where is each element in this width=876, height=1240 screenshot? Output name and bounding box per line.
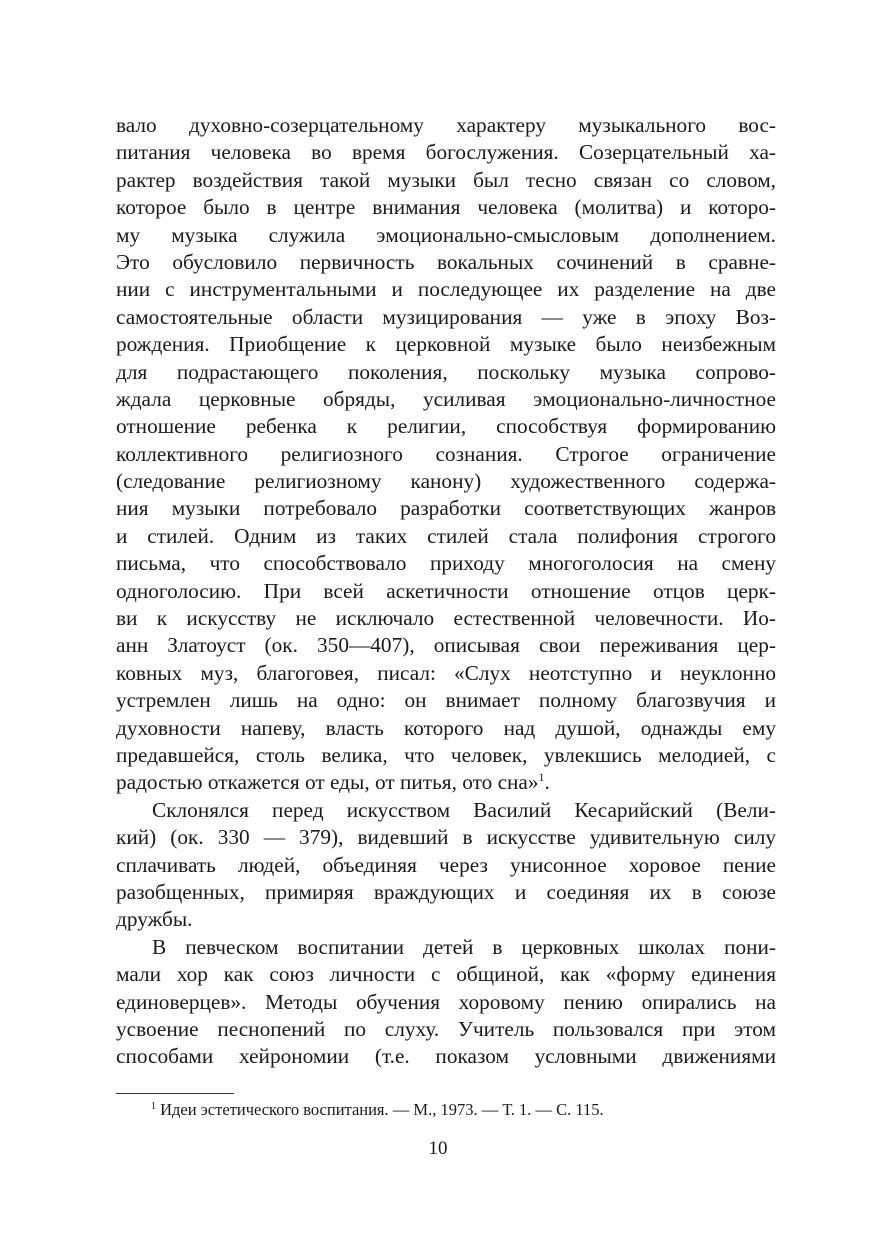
text-line: духовности напеву, власть которого над душой, однажды ему [116, 715, 776, 740]
text-line: ви к искусству не исключало естественной человечности. Ио- [116, 606, 776, 631]
footnote-marker: 1 [151, 1101, 156, 1112]
text-line: отношение ребенка к религии, способствуя формированию [116, 414, 776, 439]
text-line: способами хейрономии (т.е. показом условными движениями [116, 1044, 776, 1069]
text-line: питания человека во время богослужения. Созерцательный ха- [116, 140, 776, 165]
line-text: радостью откажется от еды, от питья, ото сна» [116, 770, 539, 795]
text-line: усвоение песнопений по слуху. Учитель пользовался при этом [116, 1016, 776, 1041]
text-line: сплачивать людей, объединяя через унисонное хоровое пение [116, 852, 776, 877]
text-line: дружбы. [116, 907, 193, 932]
text-line: му музыка служила эмоционально-смысловым дополнением. [116, 222, 776, 247]
text-line: Это обусловило первичность вокальных сочинений в сравне- [116, 249, 776, 274]
footnote [151, 1098, 604, 1122]
text-line: устремлен лишь на одно: он внимает полному благозвучия и [116, 688, 776, 713]
text-line: рождения. Приобщение к церковной музыке было неизбежным [116, 332, 776, 357]
text-line: для подрастающего поколения, поскольку музыка сопрово- [116, 359, 776, 384]
text-line: вало духовно-созерцательному характеру музыкального вос- [116, 113, 776, 137]
text-line: ковных муз, благоговея, писал: «Слух неотступно и неуклонно [116, 660, 776, 685]
footnote-text: Идеи эстетического воспитания. — М., 1973. — Т. 1. — С. 115. [156, 1100, 604, 1119]
text-line: нии с инструментальными и последующее их разделение на две [116, 277, 776, 302]
text-line: которое было в центре внимания человека (молитва) и которо- [116, 195, 776, 220]
text-line: рактер воздействия такой музыки был тесно связан со словом, [116, 167, 776, 192]
text-line: предавшейся, столь велика, что человек, увлекшись мелодией, с [116, 742, 776, 767]
text-line: письма, что способствовало приходу многоголосия на смену [116, 551, 776, 576]
page-number: 10 [428, 1138, 448, 1159]
main-text [116, 112, 776, 1071]
text-line: Склонялся перед искусством Василий Кесарийский (Вели- [152, 797, 776, 822]
text-line: кий) (ок. 330 — 379), видевший в искусстве удивительную силу [116, 825, 776, 850]
text-line: В певческом воспитании детей в церковных школах пони- [152, 934, 776, 959]
text-line: мали хор как союз личности с общиной, как «форму единения [116, 962, 776, 987]
text-line: и стилей. Одним из таких стилей стала полифония строгого [116, 523, 776, 548]
text-line: коллективного религиозного сознания. Строгое ограничение [116, 441, 776, 466]
text-line: анн Златоуст (ок. 350—407), описывая свои переживания цер- [116, 633, 776, 658]
text-line: ния музыки потребовало разработки соответствующих жанров [116, 496, 776, 521]
footnote-divider [116, 1093, 234, 1094]
text-line: (следование религиозному канону) художественного содержа- [116, 469, 776, 494]
text-line: разобщенных, примиряя враждующих и соединяя их в союзе [116, 879, 776, 904]
line-end: . [544, 770, 550, 795]
text-line [116, 769, 776, 796]
text-line: самостоятельные области музицирования — уже в эпоху Воз- [116, 304, 776, 329]
text-line: одноголосию. При всей аскетичности отношение отцов церк- [116, 578, 776, 603]
text-line: единоверцев». Методы обучения хоровому пению опирались на [116, 989, 776, 1014]
text-line: ждала церковные обряды, усиливая эмоционально-личностное [116, 386, 776, 411]
footnote-reference[interactable]: 1 [538, 770, 545, 785]
